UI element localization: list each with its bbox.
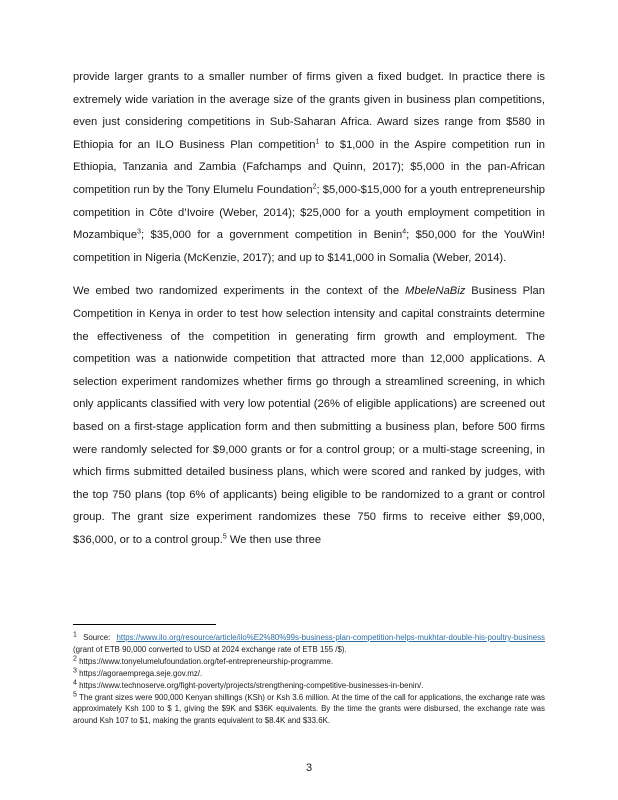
text: The grant sizes were 900,000 Kenyan shillings (KSh) or Ksh 3.6 million. At the time of the call for applications, the exchange rate was approximately Ksh 100 to $ 1, giving the $9K and $36K equivalents. By the time the grants were disbursed, the exchange rate was around Ksh 107 to $1, making the grants equivalent to $8.4K and $33.6K. [73,692,545,726]
footnote-ref-2[interactable]: 2 [312,183,317,191]
source-link[interactable]: https://www.ilo.org/resource/article/ilo%E2%80%99s-business-plan-competition-helps-mukhtar-double-his-poultry-business [116,633,545,642]
footnote-divider [73,624,216,625]
paragraph-grant-sizes [73,66,545,269]
text: https://www.technoserve.org/fight-poverty/projects/strengthening-competitive-businesses-in-benin/. [76,680,424,690]
paragraph-experiments [73,280,545,551]
footnote-ref-5[interactable]: 5 [222,533,227,541]
text: We embed two randomized experiments in the context of the [73,285,406,298]
footnote-ref-1[interactable]: 1 [315,138,320,146]
text: Source: [76,633,117,642]
text: Business Plan Competition in Kenya in order to test how selection intensity and capital constraints determine the effectiveness of the competition in generating firm growth and employment. The competition was a nationwide competition that attracted more than 12,000 applications. A selection experiment randomizes whether firms go through a streamlined screening, in which only applicants classified with very low potential (26% of eligible applications) are screened out based on a first-stage application form and then submitting a business plan, before 500 firms were randomly selected for $9,000 grants or for a control group; or a multi-stage screening, in which firms submitted detailed business plans, which were scored and ranked by judges, with the top 750 plans (top 6% of applicants) being eligible to be randomized to a grant or control group. The grant size experiment randomizes these 750 firms to receive either $9,000, $36,000, or to a control group. [73,285,545,546]
text: ; $35,000 for a government competition in Benin [140,229,403,242]
text: to $1,000 in the Aspire competition run in Ethiopia, Tanzania and Zambia (Fafchamps and Quinn, 2017); $5,000 in the pan-African competition run by the Tony Elumelu Foundation [73,138,545,196]
text: provide larger grants to a smaller number of firms given a fixed budget. In practice there is extremely wide variation in the average size of the grants given in business plan competitions, even just considering competitions in Sub-Saharan Africa. Award sizes range from $580 in Ethiopia for an ILO Business Plan competition [73,71,545,151]
text: https://agoraemprega.seje.gov.mz/. [76,668,203,678]
text: ; $5,000-$15,000 for a youth entrepreneurship competition in Côte d’Ivoire (Weber, 2014); $25,000 for a youth employment competition in Mozambique [73,183,546,242]
footnote-ref-3[interactable]: 3 [137,228,141,236]
text: https://www.tonyelumelufoundation.org/tef-entrepreneurship-programme. [76,656,334,666]
footnote-2 [73,656,545,668]
text: (grant of ETB 90,000 converted to USD at 2024 exchange rate of ETB 155 /$). [73,644,347,654]
footnote-number: 5 [73,690,77,698]
footnotes [73,624,545,727]
text: We then use three [226,533,322,546]
page-number: 3 [305,762,313,774]
footnote-number: 2 [73,655,77,663]
footnote-number: 1 [73,631,77,639]
footnote-1 [73,632,545,656]
footnote-5 [73,692,545,728]
text: ; $50,000 for the YouWin! competition in Nigeria (McKenzie, 2017); and up to $141,000 in Somalia (Weber, 2014). [73,229,546,264]
page-body [73,66,545,551]
footnote-number: 3 [73,667,77,675]
footnote-number: 4 [73,679,77,686]
competition-name: MbeleNaBiz [405,285,466,298]
footnote-4 [73,680,545,692]
footnote-ref-4[interactable]: 4 [402,228,407,236]
footnote-3 [73,668,545,680]
